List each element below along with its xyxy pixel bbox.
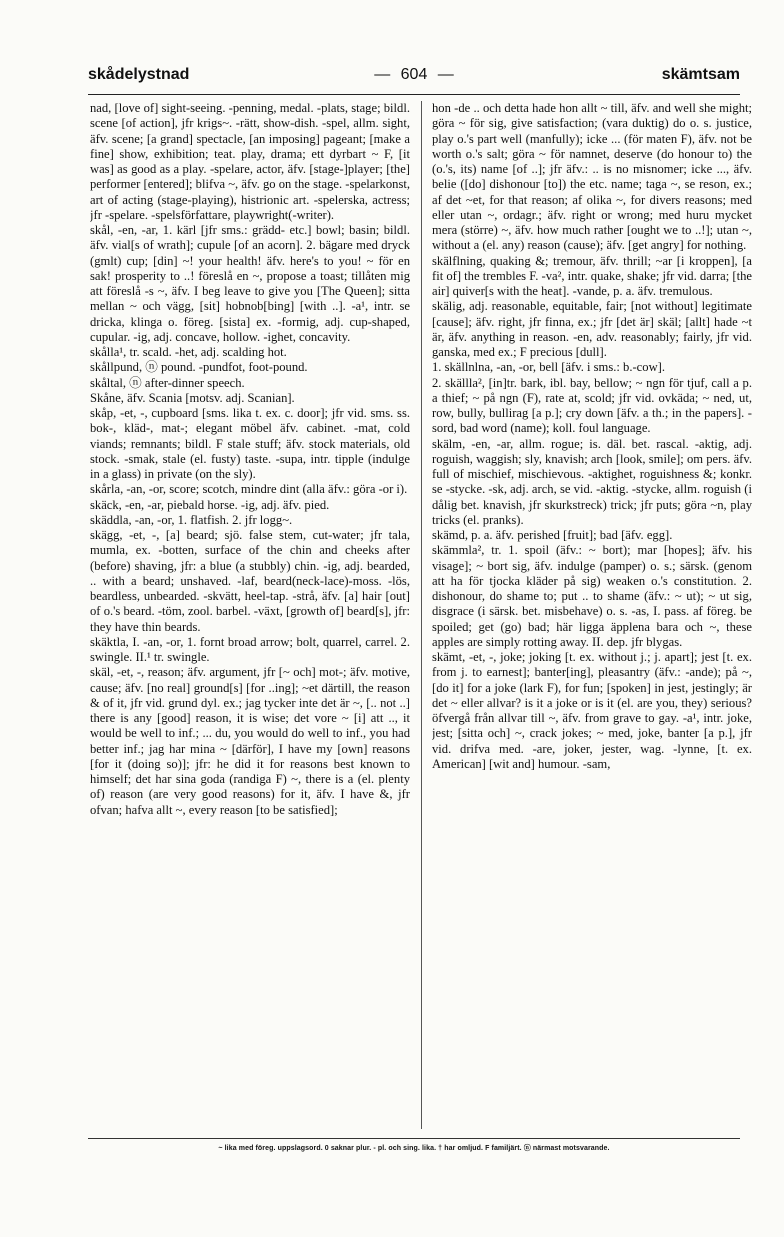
entry: nad, [love of] sight-seeing. -penning, medal. -plats, stage; bildl. scene [of action], jfr krigs~. -rätt, show-dish. -spel, allm. sight, äfv. scene; [a grand] spectacle, [an imposing] pageant; [make a fine] show, exhibition; teat. play, drama; ett dyrbart ~ F, [it was] as good as a play. -spelare, actor, äfv. [stage-]player; [the] performer [entered]; blifva ~, äfv. go on the stage. -spelarkonst, art of acting (stage-playing), histrionic art. -spelerska, actress; jfr -spelare. -spelsförfattare, playwright(-writer).: [90, 101, 410, 222]
entry: skål, -en, -ar, 1. kärl [jfr sms.: grädd- etc.] bowl; basin; bildl. äfv. vial[s of wrath]; cupule [of an acorn]. 2. bägare med dryck (gmlt) cup; [din] ~! your health! äfv. here's to you! ~ för en sak! prosperity to ..! föreslå en ~, propose a toast; tillåten mig att föreslå -s ~, äfv. I beg leave to give you [The Queen]; sitta mellan ~ och vägg, [sit] hobnob[bing] [with ..]. -a¹, intr. se dricka, klinga o. föreg. [sista] ex. -formig, adj. cup-shaped, cupular. -ig, adj. concave, hollow. -ighet, concavity.: [90, 223, 410, 344]
entry: Skåne, äfv. Scania [motsv. adj. Scanian].: [90, 390, 295, 405]
entry: skäktla, I. -an, -or, 1. fornt broad arrow; bolt, quarrel, carrel. 2. swingle. II.¹ tr. swingle.: [90, 634, 410, 664]
entry: skårla, -an, -or, score; scotch, mindre dint (alla äfv.: göra -or i).: [90, 482, 408, 497]
entry: 2. skällla², [in]tr. bark, ibl. bay, bellow; ~ ngn för tjuf, call a p. a thief; ~ på ngn (F), rate at, scold; jfr vid. ovkäda; ~ ned, ut, row, bully, bullirag [a p.]; cry down [äfv. a th.; in the papers]. -sord, bad word (name); koll. foul language.: [432, 375, 752, 436]
entry: skäck, -en, -ar, piebald horse. -ig, adj. äfv. pied.: [90, 497, 330, 512]
entry: hon -de .. och detta hade hon allt ~ till, äfv. and well she might; göra ~ för sig, give satisfaction; (vara duktig) do o. s. justice, play o.'s part well (manfully); icke ... (för maten F), äfv. not be worth o.'s salt; göra ~ för namnet, deserve (do honour to) the (o.'s, its) name [of ..]; jfr äfv.: .. is no misnomer; icke ..., äfv. belie ([do] dishonour [to]) the etc. name; taga ~, se reson, ex.; af det ~et, for that reason; af olika ~, for divers reasons; med eller utan ~, ordagr.; äfv. right or wrong; med huru mycket mera (större) ~, äfv. how much rather [ought we to ..!]; utan ~, without a (el. any) reason (cause); äfv. [get angry] for nothing.: [432, 101, 752, 253]
entry: skälm, -en, -ar, allm. rogue; is. däl. bet. rascal. -aktig, adj. roguish, waggish; sly, knavish; arch [look, smile]; om pers. äfv. full of mischief, mischievous. -aktighet, roguishness &; konkr. se -stycke. -sk, adj. arch, se vid. -aktig. -stycke, allm. roguish (i dålig bet. knavish, jfr skurkstreck) trick; jfr puts; göra ~n, play tricks (el. pranks).: [432, 436, 752, 527]
entry: skåltal, ⓝ after-dinner speech.: [90, 375, 245, 390]
abbreviation-legend: ~ lika med föreg. uppslagsord. 0 saknar plur. - pl. och sing. lika. † har omljud. F familjärt. ⓝ närmast motsvarande.: [218, 1145, 610, 1152]
entry: skämt, -et, -, joke; joking [t. ex. without j.; j. apart]; jest [t. ex. from j. to earnest]; banter[ing], pleasantry (äfv.: -ande); på ~, [do it] for a joke (lark F), for fun; [spoken] in jest, jestingly; är det ~ eller allvar? is it a joke or is it (el. are you, they) serious? öfvergå från allvar till ~, äfv. from grave to gay. -a¹, intr. joke, jest; [sitta och] ~, crack jokes; ~ med, joke, banter [a p.], jfr vid. drifva med. -are, joker, jester, wag. -lynne, [t. ex. American] [wit and] humour. -sam,: [432, 650, 752, 771]
entry: skämmla², tr. 1. spoil (äfv.: ~ bort); mar [hopes]; äfv. his visage]; ~ bort sig, äfv. indulge (pamper) o. s.; särsk. (genom att ha för tjocka kläder på sig) weaken o.'s constitution. 2. dishonour, do shame to; put .. to shame (äfv.: ~ ut); ~ ut sig, disgrace (i särsk. bet. misbehave) o. s. -as, I. pass. af föreg. be spoiled; get (go) bad; här ligga äpplena bara och ~, these apples are simply rotting away. II. dep. jfr blygas.: [432, 543, 752, 649]
right-column: [432, 101, 752, 1129]
column-divider: [421, 101, 422, 1129]
header-rule: [88, 94, 740, 95]
footer-rule: [88, 1138, 740, 1139]
dash-right: —: [437, 66, 454, 83]
page-number: 604: [400, 66, 428, 83]
entry: skållpund, ⓝ pound. -pundfot, foot-pound.: [90, 360, 308, 375]
entry: skägg, -et, -, [a] beard; sjö. false stem, cut-water; jfr tala, mumla, ex. -botten, surface of the chin and cheeks after (before) shaving, jfr: a blue (a stubbly) chin. -ig, adj. bearded, .. with a beard; unshaved. -laf, beard(neck-lace)-moss. -lös, beardless, unbearded. -skvätt, heel-tap. -strå, äfv. [a] hair [out] of o.'s beard. -töm, zool. barbel. -växt, [growth of] beard[s], jfr: they have thin beards.: [90, 528, 410, 634]
page-number-line: [88, 66, 740, 84]
left-guide-word: skådelystnad: [88, 66, 190, 83]
entry: skämd, p. a. äfv. perished [fruit]; bad [äfv. egg].: [432, 528, 673, 542]
entry: skäddla, -an, -or, 1. flatfish. 2. jfr logg~.: [90, 512, 293, 527]
page-header: [88, 64, 740, 94]
dash-left: —: [374, 66, 391, 83]
entry: skåp, -et, -, cupboard [sms. lika t. ex. c. door]; jfr vid. sms. ss. bok-, kläd-, mat-; elegant möbel äfv. cabinet. -mat, cold viands; remnants; bildl. F stale stuff; äfv. stock materials, old stock. -smak, stale (el. fusty) taste. -supa, intr. tipple (indulge in a glass) in private (on the sly).: [90, 406, 410, 481]
entry: skålla¹, tr. scald. -het, adj. scalding hot.: [90, 345, 287, 359]
entry: skälflning, quaking &; tremour, äfv. thrill; ~ar [i kroppen], [a fit of] the trembles F. -va², intr. quake, shake; jfr vid. darra; [the air] quiver[s with the heat]. -vande, p. a. äfv. tremulous.: [432, 253, 752, 298]
entry: skäl, -et, -, reason; äfv. argument, jfr [~ och] mot-; äfv. motive, cause; äfv. [no real] ground[s] [for ..ing]; ~et därtill, the reason & of it, jfr vid. grund dyl. ex.; jag tycker inte det är ~, [.. not ..] there is any [good] reason, it is wise; det vore ~ [i] att .., it would be well to inf.; ... du, you would do well to inf., you had better inf.; jag har mina ~ [därför], I have my [own] reasons [for it (doing so)]; jfr: he did it for reasons best known to himself; det har sina goda (randiga F) ~, there is a (el. plenty of) reason (are very good reasons) for it, äfv. I have &, jfr ofvan; hafva allt ~, every reason [to be satisfied];: [90, 665, 410, 817]
left-column: [90, 101, 410, 1129]
right-guide-word: skämtsam: [661, 66, 740, 83]
entry: 1. skällnlna, -an, -or, bell [äfv. i sms.: b.-cow].: [432, 360, 666, 375]
entry: skälig, adj. reasonable, equitable, fair; [not without] legitimate [cause]; äfv. right, jfr finna, ex.; jfr [det är] skäl; [allt] hade ~t är, äfv. anything in reason. -en, adv. reasonably; fairly, jfr vid. ganska, med ex.; F precious [dull].: [432, 299, 752, 359]
